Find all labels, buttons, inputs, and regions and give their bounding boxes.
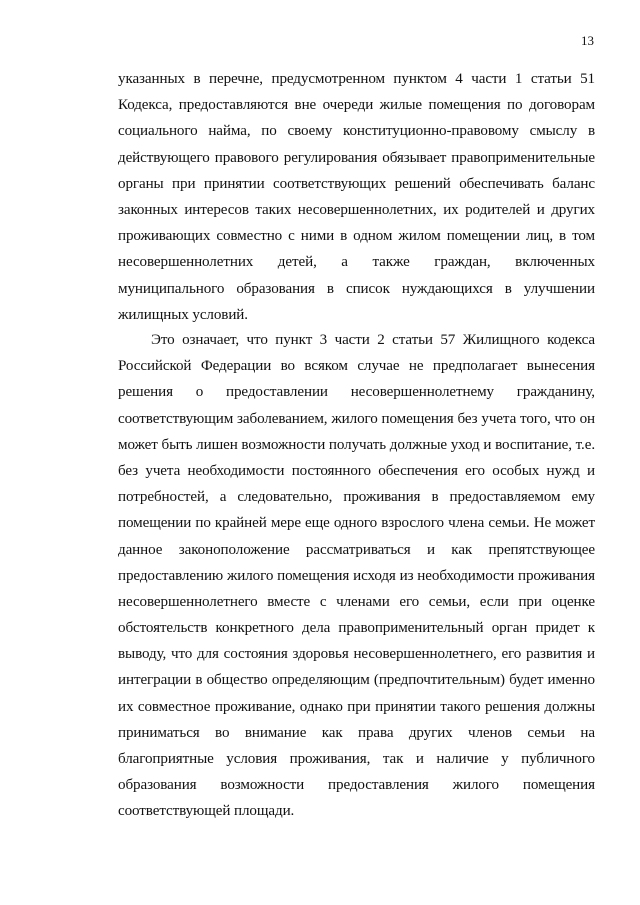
text-line: Кодекса, предоставляются вне очереди жилые помещения по договорам bbox=[118, 97, 595, 114]
text-line: обстоятельств конкретного дела правоприменительный орган придет к bbox=[118, 620, 595, 637]
text-line: указанных в перечне, предусмотренном пунктом 4 части 1 статьи 51 bbox=[118, 71, 595, 87]
text-line: интеграции в общество определяющим (предпочтительным) будет именно bbox=[118, 672, 595, 689]
text-line: соответствующим заболеванием, жилого помещения без учета того, что он bbox=[118, 410, 595, 427]
page-number: 13 bbox=[581, 33, 594, 48]
text-line: проживающих совместно с ними в одном жилом помещении лиц, в том bbox=[118, 228, 595, 245]
text-line: может быть лишен возможности получать должные уход и воспитание, т.е. bbox=[118, 436, 595, 453]
text-line: органы при принятии соответствующих решений обеспечивать баланс bbox=[118, 175, 595, 192]
text-line: несовершеннолетних детей, а также граждан, включенных bbox=[118, 254, 595, 271]
text-line: несовершеннолетнего вместе с членами его семьи, если при оценке bbox=[118, 593, 595, 610]
text-line: решения о предоставлении несовершеннолетнему гражданину, bbox=[118, 384, 595, 401]
text-line: действующего правового регулирования обязывает правоприменительные bbox=[118, 149, 595, 166]
text-line: социального найма, по своему конституционно-правовому смыслу в bbox=[118, 123, 595, 140]
text-line: данное законоположение рассматриваться и как препятствующее bbox=[118, 541, 595, 558]
text-line: их совместное проживание, однако при принятии такого решения должны bbox=[118, 698, 595, 715]
paragraph-2 bbox=[118, 327, 595, 825]
text-line: муниципального образования в список нуждающихся в улучшении bbox=[118, 280, 595, 297]
text-line: без учета необходимости постоянного обеспечения его особых нужд и bbox=[118, 462, 595, 479]
text-line: благоприятные условия проживания, так и наличие у публичного bbox=[118, 751, 595, 767]
text-line: законных интересов таких несовершеннолетних, их родителей и других bbox=[118, 201, 595, 218]
text-line-last: жилищных условий. bbox=[118, 306, 248, 323]
text-line: выводу, что для состояния здоровья несовершеннолетнего, его развития и bbox=[118, 646, 595, 663]
text-line: Российской Федерации во всяком случае не предполагает вынесения bbox=[118, 358, 595, 375]
text-line: потребностей, а следовательно, проживания в предоставляемом ему bbox=[118, 489, 595, 506]
paragraph-1 bbox=[118, 66, 595, 328]
text-line: предоставлению жилого помещения исходя из необходимости проживания bbox=[118, 567, 595, 584]
text-line: образования возможности предоставления жилого помещения bbox=[118, 777, 595, 794]
text-line-indented: Это означает, что пункт 3 части 2 статьи 57 Жилищного кодекса bbox=[151, 332, 595, 348]
text-line: приниматься во внимание как права других членов семьи на bbox=[118, 724, 595, 741]
text-line: помещении по крайней мере еще одного взрослого члена семьи. Не может bbox=[118, 515, 595, 532]
text-line-last: соответствующей площади. bbox=[118, 803, 295, 820]
